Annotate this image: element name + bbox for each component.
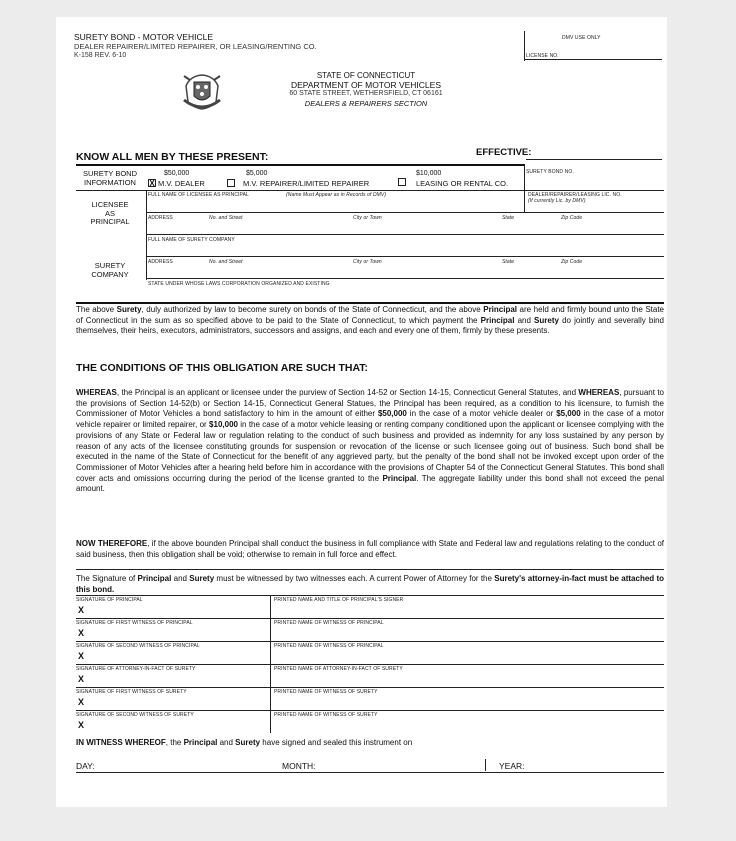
opt1-label: M.V. DEALER bbox=[158, 179, 205, 188]
state-name: STATE OF CONNECTICUT bbox=[316, 71, 416, 80]
signature-x-mark[interactable]: X bbox=[78, 651, 85, 661]
opt2-amount: $5,000 bbox=[246, 170, 268, 177]
obligation-paragraph: The above Surety, duly authorized by law to become surety on bonds of the State of Connecticut, and the above Principal are held and firmly bound unto the State of Connecticut in the sum as so specified above to be paid to the State of Connecticut, to which payment the Principal and Surety do jointly and severally bind themselves, their heirs, executors, administrators, successors and assigns, and each and every one of them, firmly by these presents. bbox=[76, 305, 664, 336]
department-section: DEALERS & REPAIRERS SECTION bbox=[304, 99, 428, 108]
signature-field-label: SIGNATURE OF SECOND WITNESS OF PRINCIPAL bbox=[76, 643, 200, 649]
signature-row-divider bbox=[76, 641, 664, 642]
surety-zip-label: Zip Code bbox=[561, 259, 583, 265]
licensee-street-label: No. and Street bbox=[209, 215, 243, 221]
signature-row-divider bbox=[76, 595, 664, 596]
opt1-amount: $50,000 bbox=[164, 170, 190, 177]
dmv-use-only: DMV USE ONLY bbox=[562, 35, 601, 41]
signature-row-divider bbox=[76, 710, 664, 711]
licensee-label: LICENSEE AS PRINCIPAL bbox=[90, 200, 130, 226]
year-label: YEAR: bbox=[499, 761, 525, 771]
signature-row-divider bbox=[76, 687, 664, 688]
signature-row-separator bbox=[270, 710, 271, 733]
day-label: DAY: bbox=[76, 761, 95, 771]
licensee-full-name-label: FULL NAME OF LICENSEE AS PRINCIPAL bbox=[148, 192, 249, 198]
signature-x-mark[interactable]: X bbox=[78, 628, 85, 638]
printed-name-label: PRINTED NAME OF WITNESS OF SURETY bbox=[274, 712, 378, 718]
printed-name-label: PRINTED NAME OF ATTORNEY-IN-FACT OF SURETY bbox=[274, 666, 403, 672]
surety-city-label: City or Town bbox=[353, 259, 382, 265]
state-seal-icon bbox=[180, 70, 224, 112]
opt2-label: M.V. REPAIRER/LIMITED REPAIRER bbox=[243, 179, 370, 188]
form-number: K-158 REV. 6-10 bbox=[74, 52, 127, 59]
signature-row-separator bbox=[270, 641, 271, 664]
department-address: 60 STATE STREET, WETHERSFIELD, CT 06161 bbox=[289, 90, 443, 97]
bond-info-label: SURETY BOND INFORMATION bbox=[82, 169, 138, 187]
signature-row-separator bbox=[270, 595, 271, 618]
signature-row-separator bbox=[270, 687, 271, 710]
signature-field-label: SIGNATURE OF FIRST WITNESS OF PRINCIPAL bbox=[76, 620, 193, 626]
form-title: SURETY BOND - MOTOR VEHICLE bbox=[74, 32, 214, 42]
printed-name-label: PRINTED NAME OF WITNESS OF PRINCIPAL bbox=[274, 643, 384, 649]
printed-name-label: PRINTED NAME OF WITNESS OF SURETY bbox=[274, 689, 378, 695]
signature-x-mark[interactable]: X bbox=[78, 605, 85, 615]
signature-row-separator bbox=[270, 664, 271, 687]
licensee-address-label: ADDRESS bbox=[148, 215, 173, 221]
surety-address-label: ADDRESS bbox=[148, 259, 173, 265]
opt3-amount: $10,000 bbox=[416, 170, 442, 177]
now-therefore-paragraph: NOW THEREFORE, if the above bounden Principal shall conduct the business in full compliance with State and Federal law and regulations relating to the conduct of said business, then this obligation shall be void; otherwise to remain in full force and effect. bbox=[76, 539, 665, 559]
signature-row-divider bbox=[76, 618, 664, 619]
printed-name-label: PRINTED NAME OF WITNESS OF PRINCIPAL bbox=[274, 620, 384, 626]
repairer-checkbox[interactable] bbox=[227, 179, 235, 187]
signature-x-mark[interactable]: X bbox=[78, 674, 85, 684]
month-label: MONTH: bbox=[282, 761, 316, 771]
licensee-zip-label: Zip Code bbox=[561, 215, 583, 221]
know-all-heading: KNOW ALL MEN BY THESE PRESENT: bbox=[76, 151, 269, 163]
dealer-checkbox[interactable]: X bbox=[149, 179, 155, 188]
state-laws-label: STATE UNDER WHOSE LAWS CORPORATION ORGANIZED AND EXISTING bbox=[148, 281, 330, 287]
witness-whereof-line: IN WITNESS WHEREOF, the Principal and Surety have signed and sealed this instrument on bbox=[76, 738, 413, 747]
form-subtitle: DEALER REPAIRER/LIMITED REPAIRER, OR LEASING/RENTING CO. bbox=[74, 42, 317, 51]
signature-row-separator bbox=[270, 618, 271, 641]
signature-x-mark[interactable]: X bbox=[78, 720, 85, 730]
surety-state-label: State bbox=[502, 259, 515, 265]
signature-field-label: SIGNATURE OF PRINCIPAL bbox=[76, 597, 143, 603]
whereas-paragraph: WHEREAS, the Principal is an applicant or licensee under the purview of Section 14-52 or Section 14-15, Connecticut General Statutes, and WHEREAS, pursuant to the provisions of Section 14-52(b) or Section 14-15, Connecticut General Statues, the Principal has been required, as a condition to his licensure, to furnish the Commissioner of Motor Vehicles a bond satisfactory to him in the amount of either $50,000 in the case of a motor vehicle dealer or $5,000 in the case of a motor vehicle repairer or limited repairer, or $10,000 in the case of a motor vehicle leasing or renting company conditioned upon the applicant or licensee complying with the provisions of any State or Federal law or regulation relating to the conduct of such business and provided as indemnity for any loss sustained by any person by reason of any acts of the licensee constituting grounds for suspension or revocation of the license or such licensee going out of business. Such bond shall be executed in the name of the State of Connecticut for the benefit of any aggrieved party, but the penalty of the bond shall not be invoked except upon order of the Commissioner of Motor Vehicles after a hearing held before him in accordance with the provisions of Chapter 54 of the Connecticut General Statutes. This bond shall cover acts and omissions occurring during the period of the license granted to the Principal. The aggregate liability under this bond shall not exceed the penal amount. bbox=[76, 388, 665, 494]
licensee-city-label: City or Town bbox=[353, 215, 382, 221]
signature-field-label: SIGNATURE OF SECOND WITNESS OF SURETY bbox=[76, 712, 194, 718]
surety-full-name-label: FULL NAME OF SURETY COMPANY bbox=[148, 237, 235, 243]
signature-x-mark[interactable]: X bbox=[78, 697, 85, 707]
department-name: DEPARTMENT OF MOTOR VEHICLES bbox=[290, 80, 442, 90]
conditions-heading: THE CONDITIONS OF THIS OBLIGATION ARE SUCH THAT: bbox=[76, 362, 369, 374]
licensee-state-label: State bbox=[502, 215, 515, 221]
leasing-checkbox[interactable] bbox=[398, 178, 406, 186]
printed-name-label: PRINTED NAME AND TITLE OF PRINCIPAL'S SIGNER bbox=[274, 597, 404, 603]
license-no-label: LICENSE NO. bbox=[526, 53, 559, 59]
surety-bond-no-label: SURETY BOND NO. bbox=[526, 169, 574, 175]
signature-instruction: The Signature of Principal and Surety must be witnessed by two witnesses each. A current Power of Attorney for the Surety's attorney-in-fact must be attached to this bond. bbox=[76, 574, 664, 594]
effective-label: EFFECTIVE: bbox=[476, 147, 532, 158]
licensee-name-note: (Name Must Appear as in Records of DMV) bbox=[286, 192, 387, 198]
signature-row-divider bbox=[76, 664, 664, 665]
surety-street-label: No. and Street bbox=[209, 259, 243, 265]
signature-field-label: SIGNATURE OF FIRST WITNESS OF SURETY bbox=[76, 689, 187, 695]
form-sheet bbox=[56, 17, 667, 807]
dealer-lic-note: (If currently Lic. by DMV) bbox=[528, 198, 586, 204]
dealer-lic-label: DEALER/REPAIRER/LEASING LIC. NO. bbox=[528, 192, 622, 198]
opt3-label: LEASING OR RENTAL CO. bbox=[416, 179, 509, 188]
signature-field-label: SIGNATURE OF ATTORNEY-IN-FACT OF SURETY bbox=[76, 666, 196, 672]
surety-company-label: SURETY COMPANY bbox=[91, 261, 129, 279]
